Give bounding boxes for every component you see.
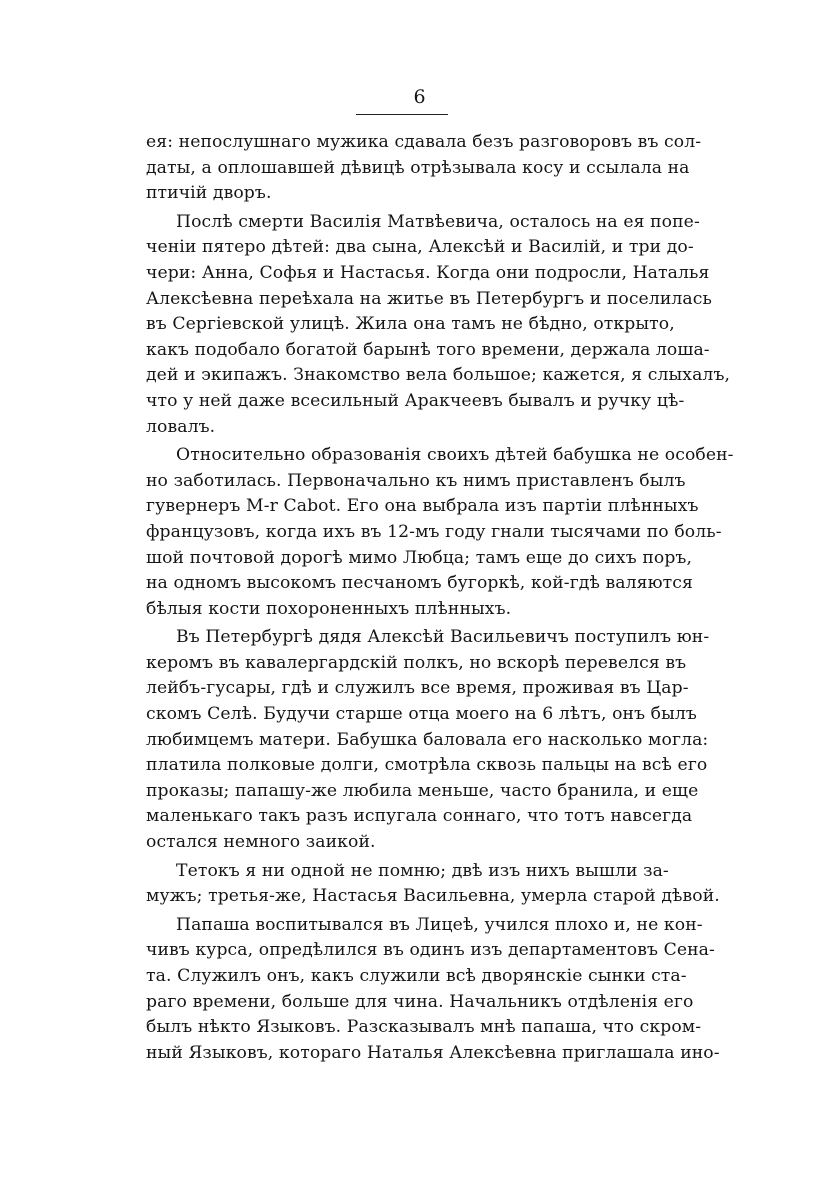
text-line: но заботилась. Первоначально къ нимъ приставленъ былъ — [146, 470, 686, 491]
text-line: любимцемъ матери. Бабушка баловала его насколько могла: — [146, 729, 709, 750]
paragraph — [146, 859, 720, 910]
text-line: платила полковые долги, смотрѣла сквозь пальцы на всѣ его — [146, 755, 708, 776]
text-line: былъ нѣкто Языковъ. Разсказывалъ мнѣ папаша, что скром- — [146, 1017, 702, 1038]
text-line: шой почтовой дорогѣ мимо Любца; тамъ еще до сихъ поръ, — [146, 547, 693, 568]
text-line: маленькаго такъ разъ испугала соннаго, что тотъ навсегда — [146, 806, 693, 827]
text-line: скомъ Селѣ. Будучи старше отца моего на 6 лѣтъ, онъ былъ — [146, 704, 697, 725]
text-line: Въ Петербургѣ дядя Алексѣй Васильевичъ поступилъ юн- — [176, 627, 710, 648]
text-line: на одномъ высокомъ песчаномъ бугоркѣ, кой-гдѣ валяются — [146, 573, 693, 594]
text-line: чивъ курса, опредѣлился въ одинъ изъ департаментовъ Сена- — [146, 940, 715, 961]
text-body — [146, 130, 734, 1066]
text-line: птичій дворъ. — [146, 183, 272, 204]
text-line: бѣлыя кости похороненныхъ плѣнныхъ. — [146, 598, 512, 619]
header-rule — [356, 114, 448, 115]
text-line: какъ подобало богатой барынѣ того времени, держала лоша- — [146, 339, 710, 360]
text-line: Папаша воспитывался въ Лицеѣ, учился плохо и, не кон- — [176, 914, 703, 935]
text-line: что у ней даже всесильный Аракчеевъ бывалъ и ручку цѣ- — [146, 390, 685, 411]
text-line: ловалъ. — [146, 416, 216, 437]
text-line: Послѣ смерти Василія Матвѣевича, осталось на ея попе- — [176, 211, 700, 232]
text-line: раго времени, больше для чина. Начальникъ отдѣленія его — [146, 991, 694, 1012]
paragraph — [146, 443, 734, 622]
paragraph — [146, 625, 710, 855]
text-line: дей и экипажъ. Знакомство вела большое; кажется, я слыхалъ, — [146, 365, 731, 386]
text-line: ный Языковъ, котораго Наталья Алексѣевна приглашала ино- — [146, 1042, 720, 1063]
paragraph — [146, 130, 702, 207]
text-line: лейбъ-гусары, гдѣ и служилъ все время, проживая въ Цар- — [146, 678, 689, 699]
text-line: Относительно образованія своихъ дѣтей бабушка не особен- — [176, 445, 734, 466]
text-line: остался немного заикой. — [146, 832, 376, 853]
text-line: въ Сергіевской улицѣ. Жила она тамъ не бѣдно, открыто, — [146, 314, 675, 335]
paragraph — [146, 913, 720, 1067]
text-line: керомъ въ кавалергардскій полкъ, но вскорѣ перевелся въ — [146, 652, 687, 673]
page-number: 6 — [413, 86, 427, 108]
text-line: Тетокъ я ни одной не помню; двѣ изъ нихъ вышли за- — [176, 860, 669, 881]
text-line: гувернеръ M-r Cabot. Его она выбрала изъ партіи плѣнныхъ — [146, 496, 699, 517]
text-line: чери: Анна, Софья и Настасья. Когда они подросли, Наталья — [146, 262, 710, 283]
text-line: та. Служилъ онъ, какъ служили всѣ дворянскіе сынки ста- — [146, 966, 687, 986]
text-line: мужъ; третья-же, Настасья Васильевна, умерла старой дѣвой. — [146, 886, 720, 907]
text-line: проказы; папашу-же любила меньше, часто бранила, и еще — [146, 780, 699, 801]
text-line: даты, а оплошавшей дѣвицѣ отрѣзывала косу и ссылала на — [146, 157, 690, 178]
text-line: французовъ, когда ихъ въ 12-мъ году гнали тысячами по боль- — [146, 521, 722, 542]
text-line: ея: непослушнаго мужика сдавала безъ разговоровъ въ сол- — [146, 132, 702, 152]
text-line: ченіи пятеро дѣтей: два сына, Алексѣй и Василій, и три до- — [146, 237, 694, 258]
text-line: Алексѣевна переѣхала на житье въ Петербургъ и поселилась — [146, 288, 712, 309]
paragraph — [146, 210, 731, 440]
